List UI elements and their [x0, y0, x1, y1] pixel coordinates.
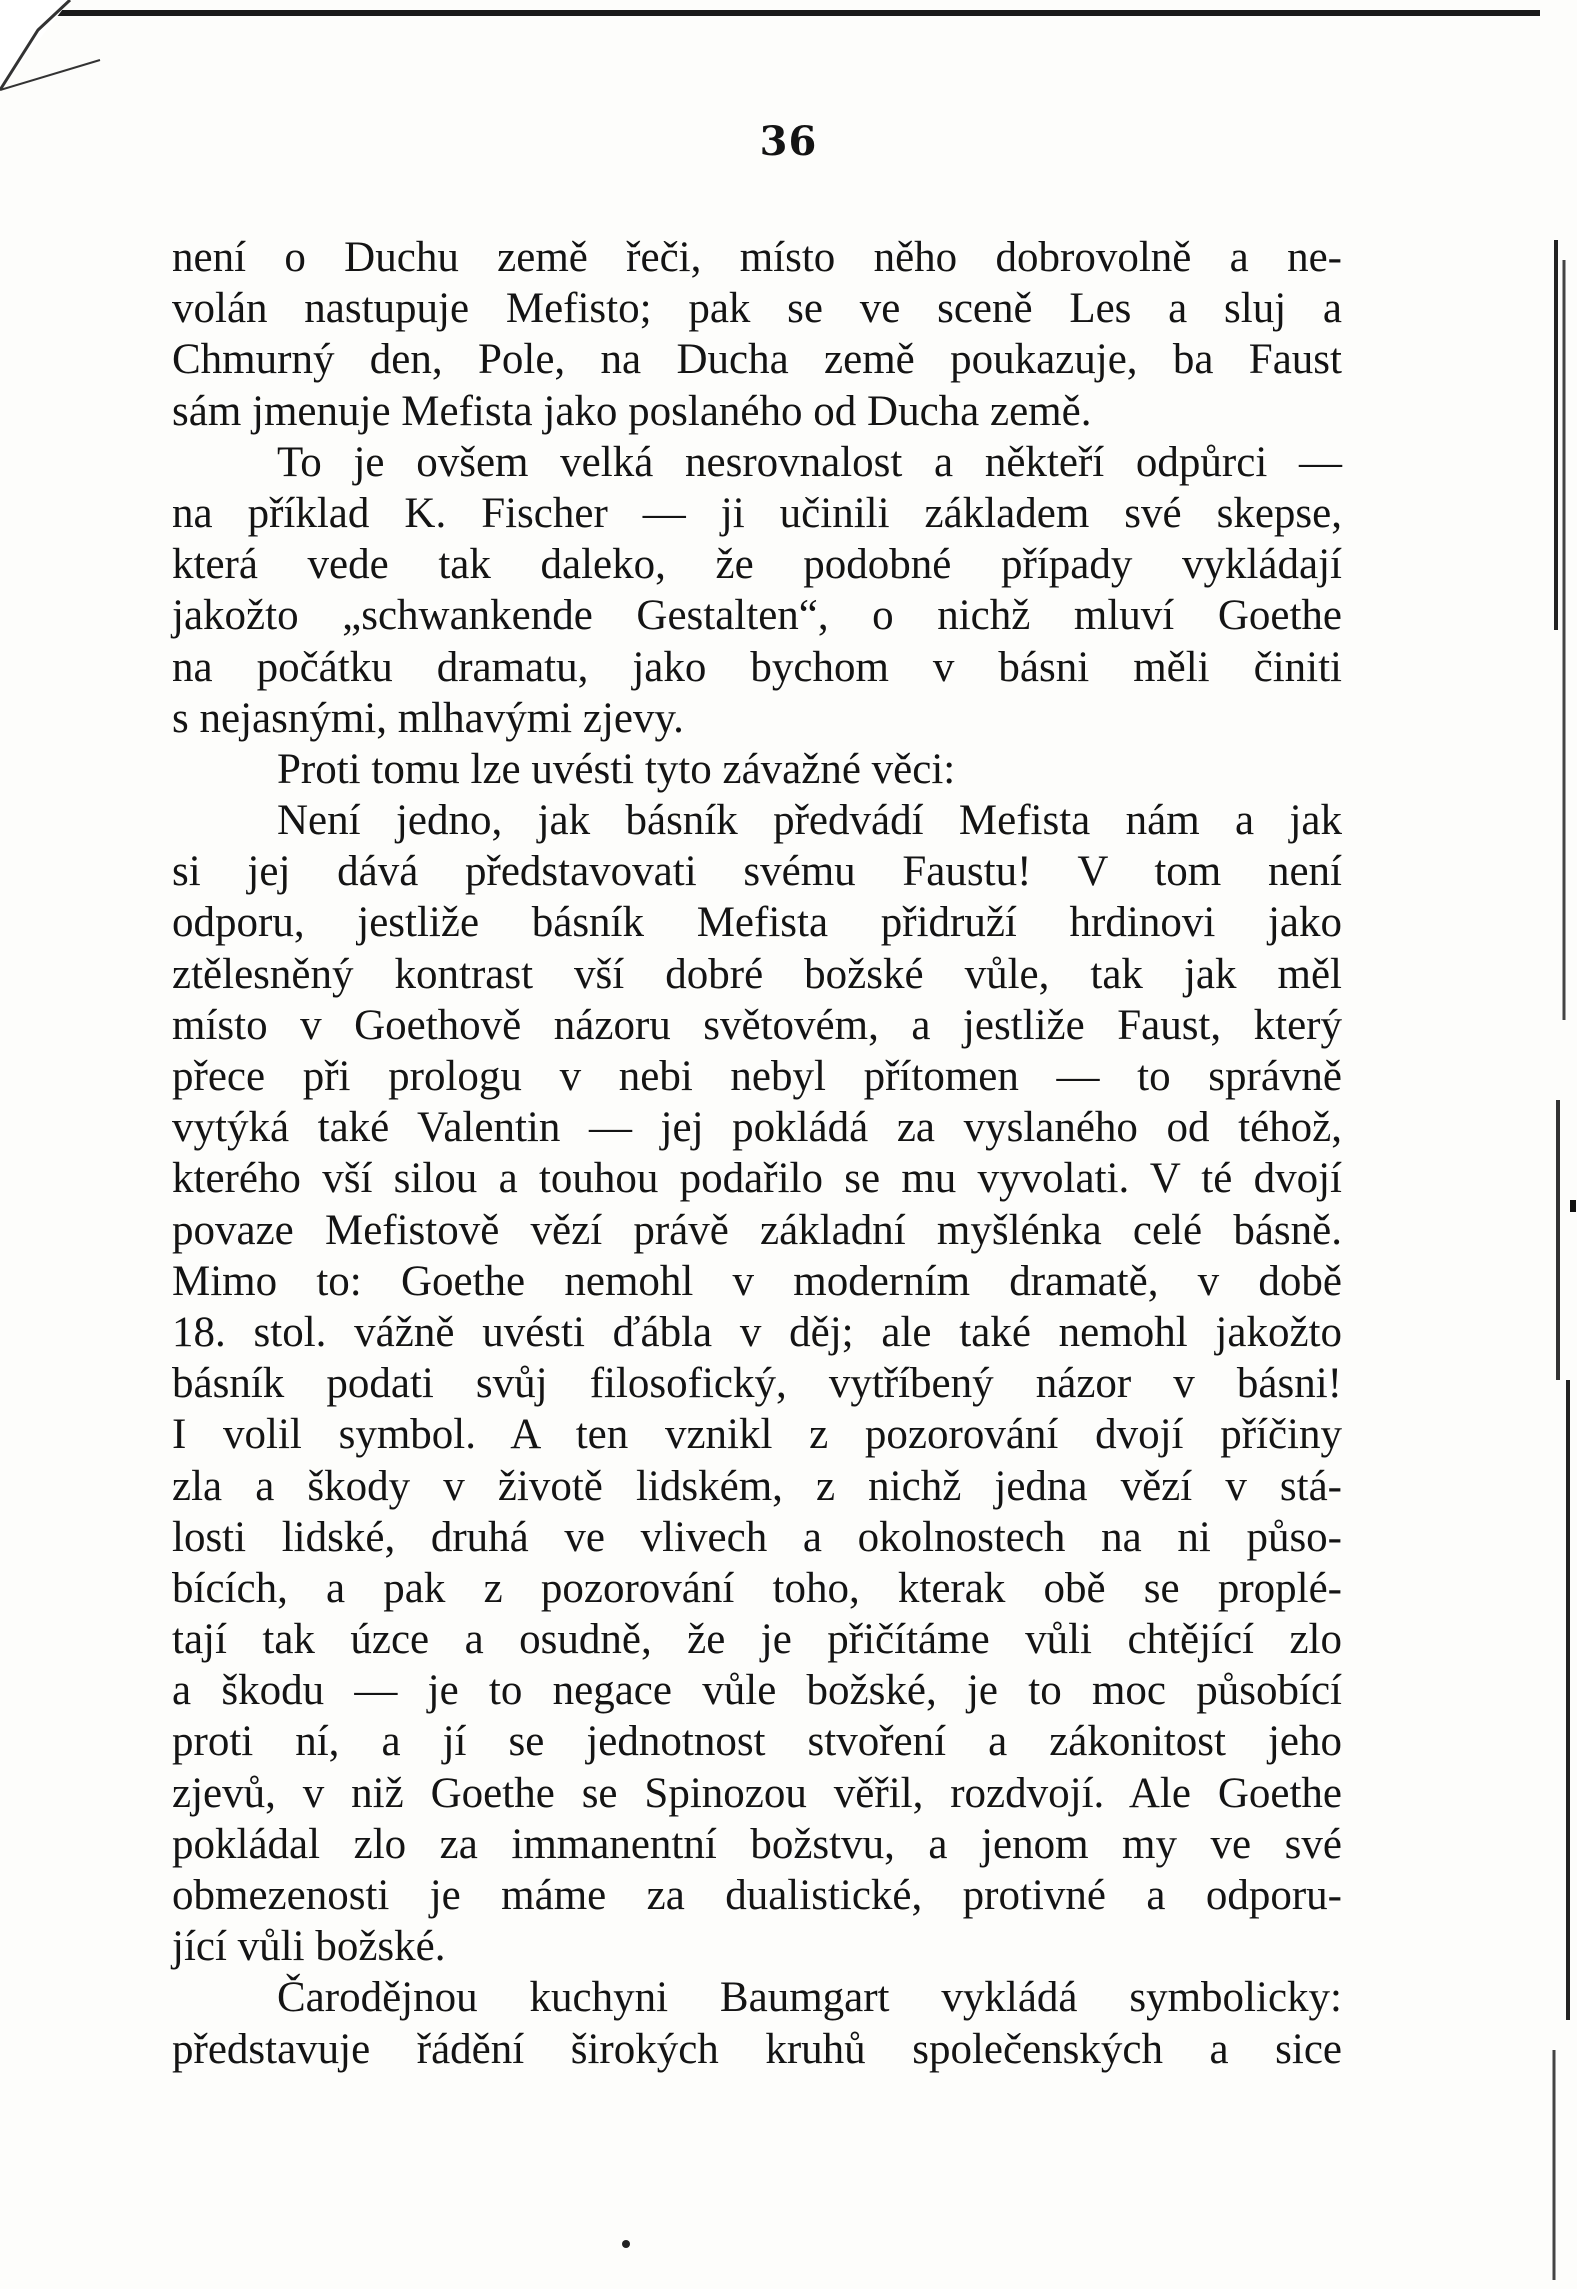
text-line: která vede tak daleko, že podobné případy vykládají [172, 541, 1342, 589]
text-line: tají tak úzce a osudně, že je přičítáme vůli chtějící zlo [172, 1616, 1342, 1664]
scan-speck [622, 2240, 630, 2248]
page-top-edge [40, 10, 1540, 16]
text-line: zla a škody v životě lidském, z nichž jedna vězí v stá- [172, 1462, 1342, 1510]
text-line: básník podati svůj filosofický, vytříbený názor v básni! [172, 1360, 1342, 1408]
text-line: Není jedno, jak básník předvádí Mefista nám a jak [277, 797, 1342, 845]
text-line: Mimo to: Goethe nemohl v moderním dramatě, v době [172, 1257, 1342, 1305]
text-line: a škodu — je to negace vůle božské, je to moc působící [172, 1667, 1342, 1715]
text-line: Čarodějnou kuchyni Baumgart vykládá symbolicky: [277, 1974, 1342, 2022]
text-line: jakožto „schwankende Gestalten“, o nichž mluví Goethe [172, 592, 1342, 640]
text-line: na příklad K. Fischer — ji učinili základem své skepse, [172, 489, 1342, 537]
text-line: jící vůli božské. [172, 1923, 446, 1971]
text-line: I volil symbol. A ten vznikl z pozorování dvojí příčiny [172, 1411, 1342, 1459]
text-line: místo v Goethově názoru světovém, a jestliže Faust, který [172, 1001, 1342, 1049]
text-line: 18. stol. vážně uvésti ďábla v děj; ale také nemohl jakožto [172, 1308, 1342, 1356]
text-line: losti lidské, druhá ve vlivech a okolnostech na ni půso- [172, 1513, 1342, 1561]
text-line: pokládal zlo za immanentní božstvu, a jenom my ve své [172, 1820, 1342, 1868]
text-line: Chmurný den, Pole, na Ducha země poukazuje, ba Faust [172, 336, 1342, 384]
text-line: odporu, jestliže básník Mefista přidruží hrdinovi jako [172, 899, 1342, 947]
text-line: přece při prologu v nebi nebyl přítomen — to správně [172, 1053, 1342, 1100]
folded-corner [0, 0, 110, 110]
text-line: není o Duchu země řeči, místo něho dobrovolně a ne- [172, 234, 1342, 281]
text-line: představuje řádění širokých kruhů společenských a sice [172, 2025, 1342, 2073]
text-line: povaze Mefistově vězí právě základní myšlénka celé básně. [172, 1206, 1342, 1254]
text-line: vytýká také Valentin — jej pokládá za vyslaného od téhož, [172, 1104, 1342, 1152]
text-line: proti ní, a jí se jednotnost stvoření a zákonitost jeho [172, 1718, 1342, 1766]
page-right-edge [1548, 200, 1577, 2289]
body-text [172, 232, 1342, 2075]
text-line: zjevů, v niž Goethe se Spinozou věřil, rozdvojí. Ale Goethe [172, 1769, 1342, 1817]
text-line: bících, a pak z pozorování toho, kterak obě se proplé- [172, 1564, 1342, 1612]
text-line: na počátku dramatu, jako bychom v básni měli činiti [172, 643, 1342, 691]
text-line: sám jmenuje Mefista jako poslaného od Ducha země. [172, 387, 1092, 435]
page-number: 36 [759, 118, 818, 165]
text-line: volán nastupuje Mefisto; pak se ve sceně Les a sluj a [172, 285, 1342, 333]
text-line: Proti tomu lze uvésti tyto závažné věci: [277, 745, 956, 793]
text-line: s nejasnými, mlhavými zjevy. [172, 694, 684, 742]
text-line: To je ovšem velká nesrovnalost a někteří odpůrci — [277, 438, 1342, 486]
text-line: obmezenosti je máme za dualistické, protivné a odporu- [172, 1872, 1342, 1919]
text-line: ztělesněný kontrast vší dobré božské vůle, tak jak měl [172, 950, 1342, 998]
text-line: kterého vší silou a touhou podařilo se mu vyvolati. V té dvojí [172, 1155, 1342, 1203]
text-line: si jej dává představovati svému Faustu! V tom není [172, 848, 1342, 896]
